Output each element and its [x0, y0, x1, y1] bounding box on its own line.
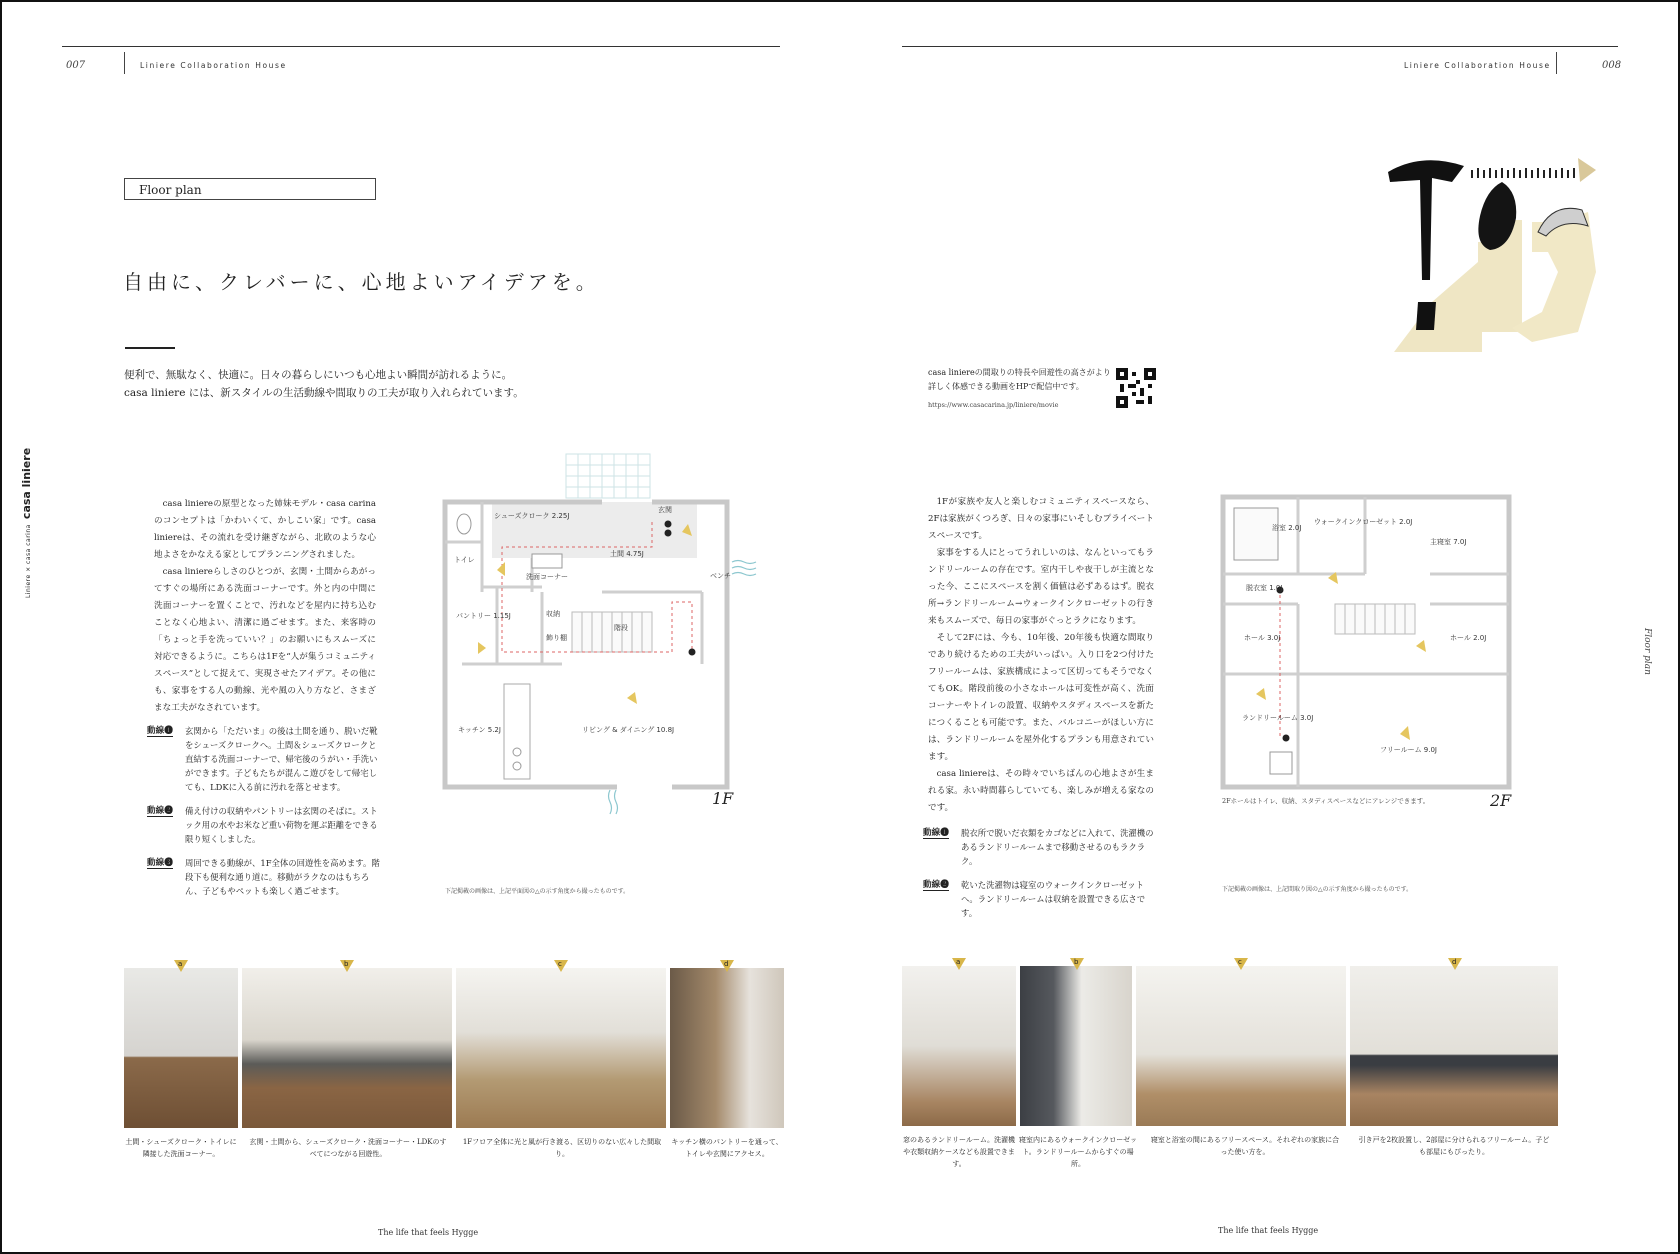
header-rule: [62, 46, 780, 47]
photo-marker: [340, 960, 354, 972]
marker-letter: b: [344, 960, 349, 968]
room-label: パントリー 1.15J: [456, 612, 511, 620]
photo-marker: [952, 958, 966, 970]
side-brand-logo: casa liniere: [20, 447, 33, 520]
flow-notes-right: [923, 826, 1159, 930]
marker-letter: a: [178, 960, 183, 968]
page-headline: 自由に、クレバーに、心地よいアイデアを。: [123, 270, 600, 294]
flow-tag: 動線❶: [923, 828, 949, 838]
floor-label: 2F: [1490, 791, 1512, 810]
lead-text: [124, 366, 544, 402]
body-paragraph: casa liniereらしさのひとつが、玄関・土間からあがってすぐの場所にある洗面コーナーです。外と内の中間に洗面コーナーを置くことで、汚れなどを屋内に持ち込むことなく心地よい、清潔に過ごせます。また、来客時の「ちょっと手を洗っていい？」のお願いにもスムーズに対応できるように。こちらは1Fを“人が集うコミュニティスペース”として捉えて、実現させたアイデア。その他にも、家事をする人の動線、光や風の入り方など、さまざまな工夫がなされています。: [154, 567, 376, 713]
hall-note: 2Fホールはトイレ、収納、スタディスペースなどにアレンジできます。: [1222, 797, 1430, 805]
flow-item: [147, 804, 383, 846]
movie-info: [928, 366, 1118, 412]
flow-item: [923, 826, 1159, 868]
photo-strip: [124, 960, 780, 1128]
side-brand-small: Liniere × casa carina: [25, 524, 32, 598]
body-paragraph: 1Fが家族や友人と楽しむコミュニティスペースなら、2Fは家族がくつろぎ、日々の家事にいそしむプライベートスペースです。: [928, 497, 1154, 541]
marker-letter: d: [724, 960, 729, 968]
room-label: ベンチ: [710, 572, 731, 580]
room-label: シューズクローク 2.25J: [494, 512, 570, 520]
body-text: [154, 496, 376, 717]
photo-caption: 土間・シューズクローク・トイレに隣接した洗面コーナー。: [125, 1138, 237, 1158]
header-separator: [124, 52, 125, 74]
left-page: [2, 2, 840, 1250]
photo-c: [1136, 958, 1346, 1126]
body-paragraph: そして2Fには、今も、10年後、20年後も快適な間取りであり続けるための工夫がいっぱい。入り口を2つ付けたフリールームは、家族構成によって区切ってもそうでなくてもOK。階段前後の小さなホールは可変性が高く、洗面コーナーやトイレの設置、収納やスタディスペースを新たにつくることも可能です。また、バルコニーがほしい方には、ランドリールームを屋外化するプランも用意されています。: [928, 633, 1154, 762]
abstract-artwork: [1382, 152, 1596, 352]
room-label: ランドリールーム 3.0J: [1242, 714, 1314, 722]
photo-strip-right: [902, 958, 1558, 1126]
marker-letter: c: [1238, 958, 1242, 966]
body-paragraph: casa liniereの原型となった姉妹モデル・casa carinaのコンセプトは「かわいくて、かしこい家」です。casa liniereは、その流れを受け継ぎながら、北欧のような心地よさをかなえる家としてプランニングされました。: [154, 499, 376, 560]
room-label: 浴室 2.0J: [1272, 524, 1302, 532]
photo-marker: [1448, 958, 1462, 970]
room-label: 飾り棚: [546, 634, 567, 642]
header-rule: [902, 46, 1618, 47]
photo-caption: キッチン横のパントリーを通って、トイレや玄関にアクセス。: [671, 1138, 783, 1158]
flow-notes: [147, 724, 383, 908]
room-label: ウォークインクローゼット 2.0J: [1314, 518, 1413, 526]
flow-item: [147, 724, 383, 794]
header-title: Liniere Collaboration House: [1404, 61, 1551, 70]
photo-caption: 引き戸を2枚設置し、2部屋に分けられるフリールーム。子ども部屋にもぴったり。: [1358, 1136, 1550, 1156]
photo-caption: 寝室内にあるウォークインクローゼット。ランドリールームからすぐの場所。: [1019, 1136, 1137, 1168]
header-separator: [1556, 52, 1557, 74]
section-label: Floor plan: [124, 178, 376, 200]
marker-letter: c: [558, 960, 562, 968]
photo-marker: [720, 960, 734, 972]
flow-tag: 動線❷: [147, 806, 173, 816]
flow-text: 備え付けの収納やパントリーは玄関のそばに。ストック用の水やお米など重い荷物を運ぶ距離をできる限り短くしました。: [185, 806, 378, 844]
marker-letter: b: [1074, 958, 1079, 966]
room-label: 玄関: [658, 506, 672, 514]
flow-tag: 動線❷: [923, 880, 949, 890]
photo-marker: [174, 960, 188, 972]
room-label: 脱衣室 1.0J: [1246, 584, 1283, 592]
body-paragraph: casa liniereは、その時々でいちばんの心地よさが生まれる家。永い時間暮らしていても、楽しみが増える家なのです。: [928, 769, 1154, 813]
floor-plan-2f: [1220, 494, 1540, 814]
photo-caption: 寝室と浴室の間にあるフリースペース。それぞれの家族に合った使い方を。: [1150, 1136, 1340, 1156]
photo-caption: 窓のあるランドリールーム。洗濯機や衣類収納ケースなども設置できます。: [902, 1136, 1016, 1168]
photo-a: [124, 960, 238, 1128]
footer-text: The life that feels Hygge: [378, 1228, 479, 1237]
photo-d: [670, 960, 784, 1128]
page-number: 008: [1602, 60, 1622, 71]
photo-c: [456, 960, 666, 1128]
body-text-right: [928, 494, 1154, 817]
side-brand: [15, 448, 34, 598]
header-title: Liniere Collaboration House: [140, 61, 287, 70]
flow-item: [923, 878, 1159, 920]
plan-note: 下記掲載の画像は、上記平面図の△の示す角度から撮ったものです。: [445, 888, 630, 895]
photo-b: [1020, 958, 1132, 1126]
floor-plan-1f: [442, 452, 772, 832]
floor-label: 1F: [712, 789, 734, 808]
plan-note: 下記掲載の画像は、上記間取り図の△の示す角度から撮ったものです。: [1222, 886, 1413, 893]
marker-letter: a: [956, 958, 961, 966]
photo-marker: [1234, 958, 1248, 970]
room-label: 収納: [546, 610, 560, 618]
photo-a: [902, 958, 1016, 1126]
movie-text: casa liniereの間取りの特長や回遊性の高さがより詳しく体感できる動画をHPで配信中です。: [928, 368, 1111, 391]
room-label: 洗面コーナー: [526, 573, 568, 581]
photo-marker: [554, 960, 568, 972]
photo-b: [242, 960, 452, 1128]
room-label: 階段: [614, 624, 628, 632]
room-label: 主寝室 7.0J: [1430, 538, 1467, 546]
photo-d: [1350, 958, 1558, 1126]
photo-marker: [1070, 958, 1084, 970]
photo-caption: 1Fフロア全体に光と風が行き渡る、区切りのない広々した間取り。: [462, 1138, 662, 1158]
flow-text: 周回できる動線が、1F全体の回遊性を高めます。階段下も便利な通り道に。移動がラクなのはもちろん、子どもやペットも楽しく過ごせます。: [185, 858, 380, 896]
flow-tag: 動線❸: [147, 858, 173, 868]
body-paragraph: 家事をする人にとってうれしいのは、なんといってもランドリールームの存在です。室内干しや夜干しが主流となった今、ここにスペースを割く価値は必ずあるはず。脱衣所→ランドリールーム→ウォークインクローゼットの行き来もスムーズで、毎日の家事がぐっとラクになります。: [928, 548, 1154, 626]
room-label: ホール 2.0J: [1450, 634, 1487, 642]
side-label: Floor plan: [1642, 628, 1652, 675]
flow-item: [147, 856, 383, 898]
lead-line: 便利で、無駄なく、快適に。日々の暮らしにいつも心地よい瞬間が訪れるように。: [124, 369, 513, 381]
footer-text: The life that feels Hygge: [1218, 1226, 1319, 1235]
page-number: 007: [66, 60, 86, 71]
flow-tag: 動線❶: [147, 726, 173, 736]
qr-code-icon[interactable]: [1116, 368, 1156, 408]
lead-rule: [125, 347, 175, 349]
marker-letter: d: [1452, 958, 1457, 966]
room-label: リビング & ダイニング 10.8J: [582, 726, 675, 734]
lead-line: casa liniere には、新スタイルの生活動線や間取りの工夫が取り入れられています。: [124, 387, 524, 399]
flow-text: 乾いた洗濯物は寝室のウォークインクローゼットへ。ランドリールームは収納を設置できる広さです。: [961, 880, 1146, 918]
flow-text: 玄関から「ただいま」の後は土間を通り、脱いだ靴をシューズクロークへ。土間＆シューズクロークと直結する洗面コーナーで、帰宅後のうがい・手洗いができます。子どもたちが混んこ遊びをして帰宅しても、LDKに入る前に汚れを落とせます。: [185, 726, 378, 792]
flow-text: 脱衣所で脱いだ衣類をカゴなどに入れて、洗濯機のあるランドリールームまで移動させるのもラクラク。: [961, 828, 1154, 866]
room-label: トイレ: [454, 556, 475, 564]
movie-url-link[interactable]: https://www.casacarina.jp/liniere/movie: [928, 401, 1059, 409]
photo-caption: 玄関・土間から、シューズクローク・洗面コーナー・LDKのすべてにつながる回遊性。: [249, 1138, 447, 1158]
room-label: ホール 3.0J: [1244, 634, 1281, 642]
room-label: 土間 4.75J: [610, 550, 644, 558]
room-label: キッチン 5.2J: [458, 726, 501, 734]
room-label: フリールーム 9.0J: [1380, 746, 1438, 754]
